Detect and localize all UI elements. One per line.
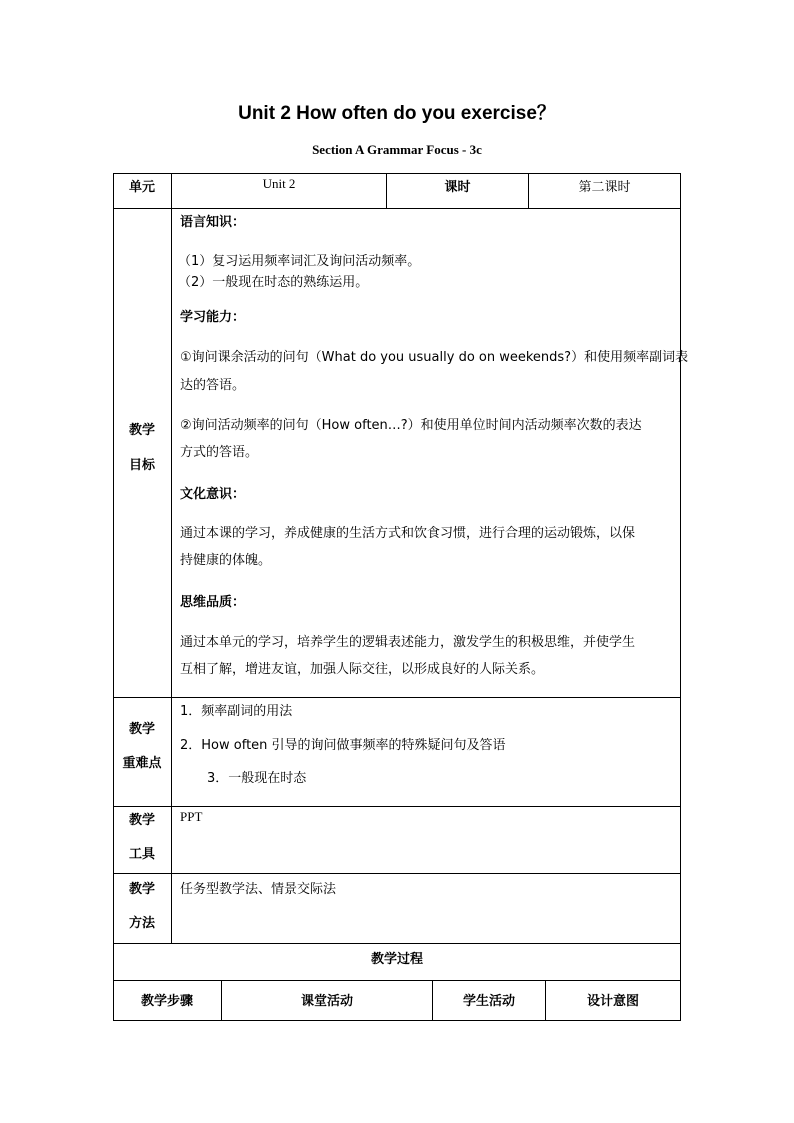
methods-label: 教学: [128, 882, 155, 897]
col-header-student: 学生活动: [462, 994, 515, 1009]
ability-item: 方式的答语。: [180, 445, 259, 460]
objectives-label: 教学: [128, 423, 155, 438]
language-heading: 语言知识：: [180, 215, 246, 230]
lesson-label: 课时: [444, 180, 471, 195]
unit-label: 单元: [128, 180, 155, 195]
document-subtitle: Section A Grammar Focus - 3c: [312, 142, 482, 157]
key-point-item: 2．How often 引导的询问做事频率的特殊疑问句及答语: [180, 738, 506, 753]
key-points-label: 教学: [128, 722, 155, 737]
culture-text: 持健康的体魄。: [180, 553, 272, 568]
ability-item: 达的答语。: [180, 378, 246, 393]
table-border-right: [680, 173, 681, 1021]
col-header-steps: 教学步骤: [140, 994, 193, 1009]
methods-label-2: 方法: [128, 916, 155, 931]
row-divider: [113, 873, 681, 874]
row-divider: [113, 806, 681, 807]
lesson-value: 第二课时: [578, 180, 631, 195]
tools-label-2: 工具: [128, 847, 155, 862]
objectives-label-2: 目标: [128, 458, 155, 473]
tools-label: 教学: [128, 813, 155, 828]
culture-text: 通过本课的学习，养成健康的生活方式和饮食习惯，进行合理的运动锻炼，以保: [180, 526, 636, 541]
row-divider: [113, 208, 681, 209]
col-header-classroom: 课堂活动: [300, 994, 353, 1009]
table-border-top: [113, 173, 681, 174]
unit-value: Unit 2: [262, 176, 296, 191]
thinking-text: 互相了解，增进友谊，加强人际交往，以形成良好的人际关系。: [180, 662, 545, 677]
thinking-text: 通过本单元的学习，培养学生的逻辑表述能力，激发学生的积极思维，并使学生: [180, 635, 636, 650]
culture-heading: 文化意识：: [180, 487, 246, 502]
ability-item: ②询问活动频率的问句（How often…?）和使用单位时间内活动频率次数的表达: [180, 418, 642, 433]
table-border-bottom: [113, 1020, 681, 1021]
key-points-label-2: 重难点: [122, 756, 162, 771]
key-point-item: 1．频率副词的用法: [180, 704, 293, 719]
language-item: （2）一般现在时态的熟练运用。: [178, 275, 369, 290]
language-item: （1）复习运用频率词汇及询问活动频率。: [178, 254, 421, 269]
process-heading: 教学过程: [370, 952, 423, 967]
thinking-heading: 思维品质：: [180, 595, 246, 610]
key-point-item: 3．一般现在时态: [207, 771, 307, 786]
ability-heading: 学习能力：: [180, 310, 246, 325]
row-divider: [113, 943, 681, 944]
document-title: Unit 2 How often do you exercise？: [238, 103, 556, 124]
methods-value: 任务型教学法、情景交际法: [180, 882, 337, 897]
tools-value: PPT: [180, 809, 203, 824]
col-header-design: 设计意图: [586, 994, 639, 1009]
row-divider: [113, 980, 681, 981]
col-divider: [171, 173, 172, 944]
row-divider: [113, 697, 681, 698]
ability-item: ①询问课余活动的问句（What do you usually do on weekends?）和使用频率副词表: [180, 350, 689, 365]
